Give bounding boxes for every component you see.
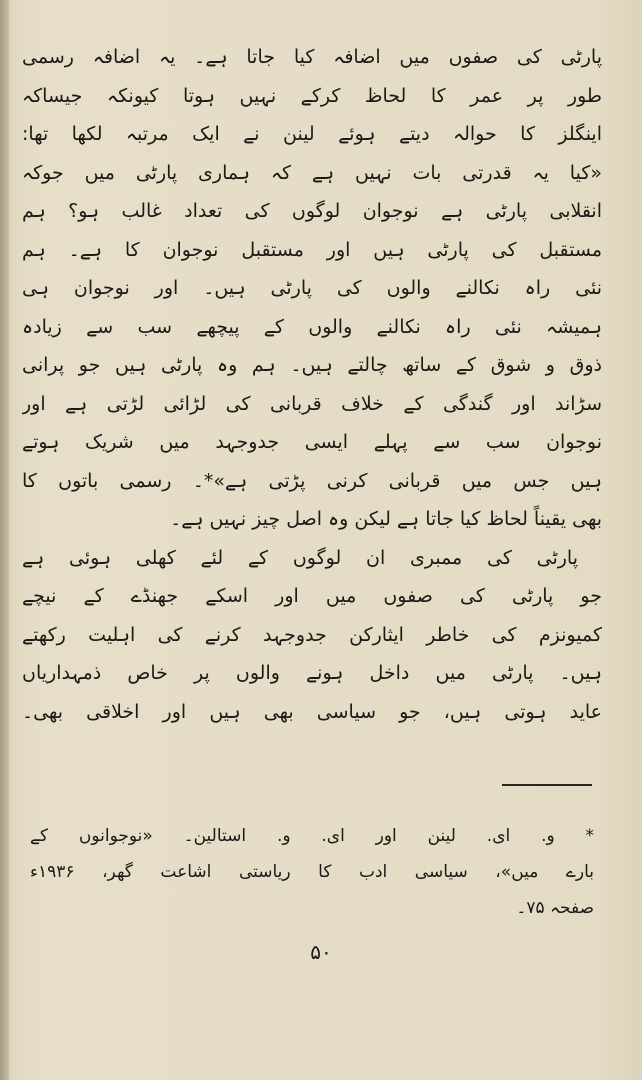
footnote-line-1: * و. ای. لینن اور ای. و. استالین۔ «نوجوانوں کے xyxy=(30,826,594,846)
page-binding-shadow xyxy=(0,0,9,1080)
footnote xyxy=(30,818,594,926)
body-line-13: بھی یقیناً لحاظ کیا جاتا ہے لیکن وہ اصل چیز نہیں ہے۔ xyxy=(170,508,602,530)
body-line-18: عاید ہوتی ہیں، جو سیاسی بھی ہیں اور اخلاقی بھی۔ xyxy=(22,700,602,723)
body-line-17: ہیں۔ پارٹی میں داخل ہونے والوں پر خاص ذمہداریاں xyxy=(22,662,602,684)
footnote-line-3: صفحہ ۷۵۔ xyxy=(516,898,594,918)
body-line-7: نئی راہ نکالنے والوں کی پارٹی ہیں۔ اور نوجوان ہی xyxy=(22,277,602,299)
footnote-line-2: بارے میں»، سیاسی ادب کا ریاستی اشاعت گھر، ۱۹۳۶ء xyxy=(30,862,594,882)
body-line-12: ہیں جس میں قربانی کرنی پڑتی ہے»*۔ رسمی باتوں کا xyxy=(22,469,602,492)
body-line-11: نوجوان سب سے پہلے ایسی جدوجہد میں شریک ہوتے xyxy=(22,431,602,453)
body-line-14: پارٹی کی ممبری ان لوگوں کے لئے کھلی ہوئی ہے xyxy=(22,546,578,569)
body-line-8: ہمیشہ نئی راہ نکالنے والوں کے پیچھے سب سے زیادہ xyxy=(22,315,602,338)
body-line-4: «کیا یہ قدرتی بات نہیں ہے کہ ہماری پارٹی میں جوکہ xyxy=(22,161,602,184)
body-line-3: اینگلز کا حوالہ دیتے ہوئے لینن نے ایک مرتبہ لکھا تھا: xyxy=(22,123,602,145)
body-text xyxy=(22,38,602,731)
footnote-divider xyxy=(502,784,592,786)
page-number: ۵۰ xyxy=(310,940,332,964)
body-line-1: پارٹی کی صفوں میں اضافہ کیا جاتا ہے۔ یہ اضافہ رسمی xyxy=(22,46,602,68)
body-line-10: سڑاند اور گندگی کے خلاف قربانی کی لڑائی لڑتی ہے اور xyxy=(22,392,602,415)
body-line-6: مستقبل کی پارٹی ہیں اور مستقبل نوجوان کا ہے۔ ہم xyxy=(22,238,602,261)
body-line-9: ذوق و شوق کے ساتھ چالتے ہیں۔ ہم وہ پارٹی ہیں جو پرانی xyxy=(22,354,602,376)
body-line-15: جو پارٹی کی صفوں میں اور اسکے جھنڈے کے نیچے xyxy=(22,585,602,607)
body-line-5: انقلابی پارٹی ہے نوجوان لوگوں کی تعداد غالب ہو؟ ہم xyxy=(22,200,602,222)
body-line-16: کمیونزم کی خاطر ایثارکن جدوجہد کرنے کی اہلیت رکھتے xyxy=(22,623,602,646)
body-line-2: طور پر عمر کا لحاظ کرکے نہیں ہوتا کیونکہ جیساکہ xyxy=(22,84,602,107)
